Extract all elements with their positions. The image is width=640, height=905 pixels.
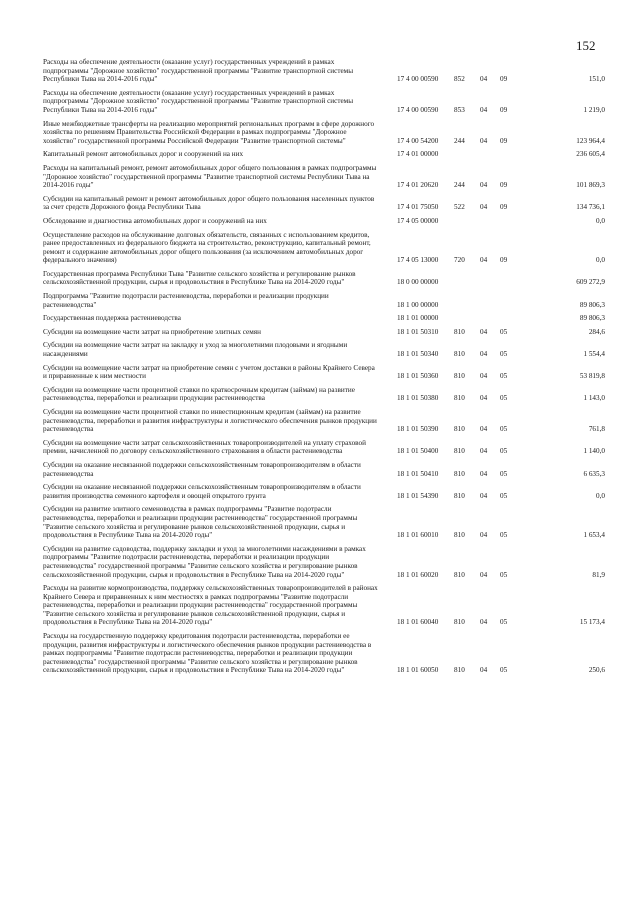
row-expense-type: 853: [454, 105, 465, 114]
row-expense-type: 810: [454, 327, 465, 336]
row-code: 17 4 01 75050: [397, 203, 439, 212]
row-description: Государственная поддержка растениеводства: [43, 314, 181, 323]
row-section: 04: [480, 570, 488, 579]
row-description: Подпрограмма "Развитие подотрасли растениеводства, переработки и реализации продукции растениеводства": [43, 292, 329, 309]
row-amount: 1 554,4: [583, 350, 605, 359]
table-row: [43, 584, 605, 627]
row-description: Капитальный ремонт автомобильных дорог и сооружений на них: [43, 150, 244, 159]
row-amount: 123 964,4: [576, 136, 605, 145]
table-row: [43, 439, 605, 456]
row-description: Расходы на обеспечение деятельности (оказание услуг) государственных учреждений в рамках подпрограммы "Дорожное хозяйство" государственной программы "Развитие транспортной системы Республики Тыва на 2014-2016 годы": [43, 58, 354, 84]
table-row: [43, 483, 605, 500]
row-expense-type: 244: [454, 181, 465, 190]
table-row: [43, 270, 605, 287]
row-subsection: 05: [500, 350, 508, 359]
row-amount: 0,0: [596, 216, 605, 225]
row-subsection: 05: [500, 372, 508, 381]
row-code: 18 1 01 50390: [397, 425, 439, 434]
row-description: Субсидии на капитальный ремонт и ремонт автомобильных дорог общего пользования населенных пунктов за счет средств Дорожного фонда Республики Тыва: [43, 194, 375, 212]
row-code: 18 0 00 00000: [397, 278, 439, 287]
row-subsection: 05: [500, 394, 508, 403]
row-description: Субсидии на возмещение части затрат сельскохозяйственных товаропроизводителей на уплату страховой премии, начисленной по договору сельскохозяйственного страхования в области растениеводства: [43, 438, 366, 456]
row-code: 18 1 01 54390: [397, 491, 439, 500]
row-section: 04: [480, 491, 488, 500]
row-expense-type: 810: [454, 425, 465, 434]
row-code: 17 4 05 13000: [397, 256, 439, 265]
table-row: [43, 217, 605, 226]
row-expense-type: 244: [454, 136, 465, 145]
row-section: 04: [480, 256, 488, 265]
row-subsection: 05: [500, 531, 508, 540]
row-subsection: 09: [500, 203, 508, 212]
row-description: Государственная программа Республики Тыва "Развитие сельского хозяйства и регулирование рынков сельскохозяйственной продукции, сырья и продовольствия в Республике Тыва на 2014-2020 годы": [43, 269, 356, 287]
table-row: [43, 231, 605, 265]
row-description: Субсидии на возмещение части затрат на закладку и уход за многолетними плодовыми и ягодными насаждениями: [43, 341, 348, 359]
row-section: 04: [480, 394, 488, 403]
row-amount: 1 653,4: [583, 531, 605, 540]
row-amount: 15 173,4: [579, 618, 605, 627]
row-code: 18 1 01 50380: [397, 394, 439, 403]
row-section: 04: [480, 327, 488, 336]
row-section: 04: [480, 618, 488, 627]
row-subsection: 09: [500, 105, 508, 114]
row-expense-type: 810: [454, 372, 465, 381]
row-section: 04: [480, 75, 488, 84]
row-code: 18 1 01 60010: [397, 531, 439, 540]
row-description: Субсидии на развитие садоводства, поддержку закладки и уход за многолетними насаждениями в рамках подпрограммы "Развитие подотрасли растениеводства, переработки и реализации продукции растениеводства" государственной программы "Развитие сельского хозяйства и регулирование рынков сельскохозяйственной продукции, сырья и продовольствия в Республике Тыва на 2014-2020 годы": [43, 544, 366, 579]
row-subsection: 09: [500, 256, 508, 265]
row-code: 18 1 01 50310: [397, 327, 439, 336]
table-row: [43, 408, 605, 434]
row-description: Субсидии на возмещение части затрат на приобретение семян с учетом доставки в районы Крайнего Севера и приравненные к ним местности: [43, 363, 375, 381]
row-expense-type: 810: [454, 666, 465, 675]
row-code: 18 1 01 00000: [397, 314, 439, 323]
table-row: [43, 461, 605, 478]
row-section: 04: [480, 105, 488, 114]
row-expense-type: 720: [454, 256, 465, 265]
row-amount: 6 635,3: [583, 469, 605, 478]
table-row: [43, 364, 605, 381]
row-section: 04: [480, 350, 488, 359]
row-amount: 761,8: [588, 425, 605, 434]
row-amount: 236 605,4: [576, 150, 605, 159]
row-code: 18 1 01 50400: [397, 447, 439, 456]
row-subsection: 05: [500, 327, 508, 336]
row-expense-type: 810: [454, 491, 465, 500]
table-row: [43, 505, 605, 539]
row-subsection: 05: [500, 666, 508, 675]
row-amount: 250,6: [588, 666, 605, 675]
row-amount: 0,0: [596, 256, 605, 265]
table-row: [43, 164, 605, 190]
row-description: Субсидии на развитие элитного семеноводства в рамках подпрограммы "Развитие подотрасли растениеводства, переработки и реализации продукции растениеводства" государственной программы "Развитие сельского хозяйства и регулирование рынков сельскохозяйственной продукции, сырья и продовольствия в Республике Тыва на 2014-2020 годы": [43, 505, 358, 540]
row-amount: 89 806,3: [579, 314, 605, 323]
row-amount: 53 819,8: [579, 372, 605, 381]
row-expense-type: 522: [454, 203, 465, 212]
row-amount: 1 140,0: [583, 447, 605, 456]
row-subsection: 05: [500, 570, 508, 579]
row-code: 18 1 01 60050: [397, 666, 439, 675]
row-code: 17 4 01 20620: [397, 181, 439, 190]
row-expense-type: 810: [454, 394, 465, 403]
row-amount: 1 219,0: [583, 105, 605, 114]
row-section: 04: [480, 425, 488, 434]
row-description: Субсидии на возмещение части процентной ставки по краткосрочным кредитам (займам) на развитие растениеводства, переработки и реализации продукции растениеводства: [43, 385, 355, 403]
row-amount: 101 869,3: [576, 181, 605, 190]
budget-table: [43, 58, 605, 680]
row-subsection: 05: [500, 425, 508, 434]
row-section: 04: [480, 203, 488, 212]
table-row: [43, 120, 605, 146]
row-amount: 1 143,0: [583, 394, 605, 403]
row-code: 17 4 00 00590: [397, 75, 439, 84]
row-expense-type: 810: [454, 570, 465, 579]
table-row: [43, 150, 605, 159]
row-description: Обследование и диагностика автомобильных дорог и сооружений на них: [43, 216, 267, 225]
row-description: Расходы на капитальный ремонт, ремонт автомобильных дорог общего пользования в рамках подпрограммы "Дорожное хозяйство" государственной программы "Развитие транспортной системы Республики Тыва на 2014-2016 годы": [43, 163, 377, 190]
row-code: 17 4 00 54200: [397, 136, 439, 145]
row-description: Расходы на обеспечение деятельности (оказание услуг) государственных учреждений в рамках подпрограммы "Дорожное хозяйство" государственной программы "Развитие транспортной системы Республики Тыва на 2014-2016 годы": [43, 88, 354, 114]
row-description: Субсидии на возмещение части затрат на приобретение элитных семян: [43, 327, 261, 336]
table-row: [43, 545, 605, 579]
row-code: 18 1 01 60020: [397, 570, 439, 579]
row-code: 18 1 01 50340: [397, 350, 439, 359]
row-amount: 0,0: [596, 491, 605, 500]
row-code: 17 4 01 00000: [397, 150, 439, 159]
row-expense-type: 810: [454, 447, 465, 456]
row-subsection: 05: [500, 491, 508, 500]
row-code: 18 1 01 60040: [397, 618, 439, 627]
row-description: Иные межбюджетные трансферты на реализацию мероприятий региональных программ в сфере дорожного хозяйства по решениям Правительства Российской Федерации в рамках подпрограммы "Дорожное хозяйство" государственной программы Российской Федерации "Развитие транспортной системы": [43, 119, 375, 145]
row-expense-type: 810: [454, 350, 465, 359]
row-amount: 81,9: [592, 570, 605, 579]
row-section: 04: [480, 666, 488, 675]
row-expense-type: 810: [454, 618, 465, 627]
row-section: 04: [480, 531, 488, 540]
row-amount: 151,0: [588, 75, 605, 84]
table-row: [43, 292, 605, 309]
row-section: 04: [480, 447, 488, 456]
row-subsection: 05: [500, 469, 508, 478]
row-code: 18 1 01 50360: [397, 372, 439, 381]
row-expense-type: 810: [454, 531, 465, 540]
row-description: Субсидии на оказание несвязанной поддержки сельскохозяйственным товаропроизводителям в области растениеводства: [43, 460, 361, 478]
table-row: [43, 632, 605, 675]
row-description: Расходы на развитие кормопроизводства, поддержку сельскохозяйственных товаропроизводителей в районах Крайнего Севера и приравненных к ним местностях в рамках подпрограммы "Развитие подотрасли растениеводства, переработки и реализации продукции растениеводства" государственной программы "Развитие сельского хозяйства и регулирование рынков сельскохозяйственной продукции, сырья и продовольствия в Республике Тыва на 2014-2020 годы": [43, 584, 378, 627]
table-row: [43, 341, 605, 358]
table-row: [43, 314, 605, 323]
row-amount: 89 806,3: [579, 300, 605, 309]
row-code: 17 4 00 00590: [397, 105, 439, 114]
table-row: [43, 89, 605, 115]
table-row: [43, 195, 605, 212]
table-row: [43, 386, 605, 403]
row-description: Субсидии на возмещение части процентной ставки по инвестиционным кредитам (займам) на развитие растениеводства, переработки и развития инфраструктуры и логистического обеспечения рынков продукции растениеводства: [43, 408, 377, 434]
row-subsection: 05: [500, 447, 508, 456]
row-subsection: 09: [500, 181, 508, 190]
page-number: 152: [576, 38, 596, 53]
row-subsection: 09: [500, 136, 508, 145]
row-section: 04: [480, 181, 488, 190]
table-row: [43, 328, 605, 337]
row-description: Субсидии на оказание несвязанной поддержки сельскохозяйственным товаропроизводителям в области развития производства семенного картофеля и овощей открытого грунта: [43, 483, 361, 500]
row-section: 04: [480, 469, 488, 478]
table-row: [43, 58, 605, 84]
row-code: 18 1 01 50410: [397, 469, 439, 478]
row-amount: 284,6: [588, 327, 605, 336]
row-description: Осуществление расходов на обслуживание долговых обязательств, связанных с использованием кредитов, ранее предоставленных из федерального бюджета на строительство, реконструкцию, капитальный ремонт, ремонт и содержание автомобильных дорог общего пользования (за исключением автомобильных дорог федерального значения): [43, 230, 371, 265]
row-code: 17 4 05 00000: [397, 216, 439, 225]
row-subsection: 05: [500, 618, 508, 627]
row-expense-type: 852: [454, 75, 465, 84]
row-expense-type: 810: [454, 469, 465, 478]
row-subsection: 09: [500, 75, 508, 84]
row-description: Расходы на государственную поддержку кредитования подотрасли растениеводства, переработки ее продукции, развития инфраструктуры и логистического обеспечения рынков продукции растениеводства в рамках подпрограммы "Развитие подотрасли растениеводства, переработки и реализации продукции растениеводства" государственной программы "Развитие сельского хозяйства и регулирование рынков сельскохозяйственной продукции, сырья и продовольствия в Республике Тыва на 2014-2020 годы": [43, 632, 372, 675]
row-section: 04: [480, 136, 488, 145]
row-section: 04: [480, 372, 488, 381]
row-code: 18 1 00 00000: [397, 300, 439, 309]
row-amount: 609 272,9: [576, 278, 605, 287]
row-amount: 134 736,1: [576, 203, 605, 212]
